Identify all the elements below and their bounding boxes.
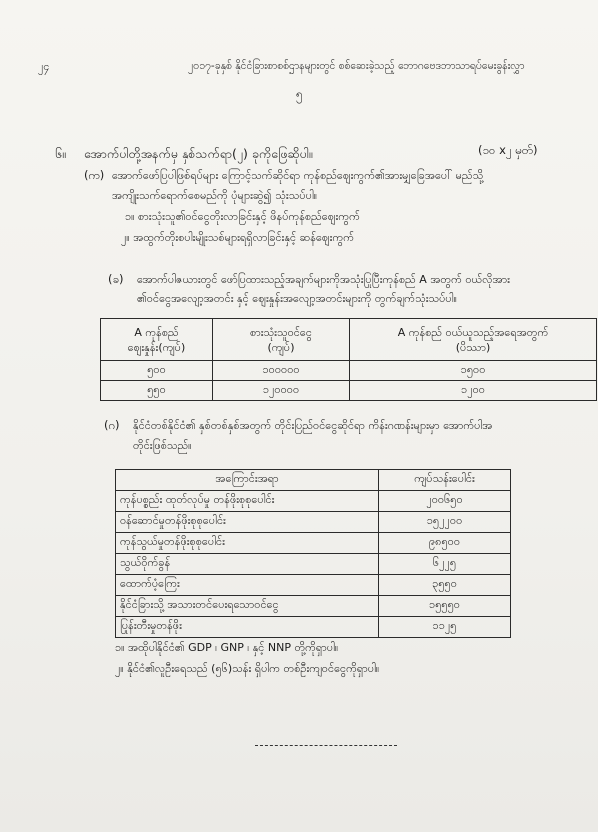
table-cell: ၃၅၅၀ [379,575,511,596]
part-c-label: (ဂ) [104,418,120,432]
table-cell: ၉၈၅၀၀ [379,533,511,554]
end-divider [255,745,397,746]
part-a-item: ၁။ စားသုံးသူ၏ဝင်ငွေတိုးလာခြင်းနှင့် ဖိနပ်ကုန်စည်ဈေးကွက် [125,210,360,223]
table-row [116,491,511,512]
question-number: ၆။ [55,146,66,161]
table-cell: နိုင်ငံခြားသို့ အသားတင်ပေးရသောဝင်ငွေ [116,596,379,617]
table-row [101,381,597,401]
table-cell: ပြုန်းတီးမှုတန်ဖိုး [116,617,379,638]
table-header-cell: အကြောင်းအရာ [116,470,379,491]
table-header-cell [213,319,350,361]
table-row [116,575,511,596]
table-row [101,361,597,381]
table-header-cell [101,319,213,361]
question-prompt: အောက်ပါတို့အနက်မှ နှစ်သက်ရာ(၂) ခုကိုဖြေဆိုပါ။ [84,146,313,161]
part-b-line2: ၏ဝင်ငွေအလျော့အတင်း နှင့် ဈေးနှုန်းအလျော့အတင်းများကို တွက်ချက်သုံးသပ်ပါ။ [137,292,457,305]
national-income-table [115,469,511,638]
table-header-row [116,470,511,491]
page-number: ၂၄ [38,60,50,73]
table-cell: ၂၀၀၆၅၀ [379,491,511,512]
running-header-title: ၂၀၁၇-ခုနှစ် နိုင်ငံခြားစာစစ်ဌာနများတွင် စစ်ဆေးခဲ့သည့် ဘောဂဗေဒဘာသာရပ်မေးခွန်းလွှာ [188,60,525,72]
part-a-line1: အောက်ဖော်ပြပါဖြစ်ရပ်များ ကြောင့်သက်ဆိုင်ရာ ကုန်စည်ဈေးကွက်၏အားမျှခြေအပေါ် မည်သို့ [112,169,484,182]
part-c-line1: နိုင်ငံတစ်နိုင်ငံ၏ နှစ်တစ်နှစ်အတွက် တိုင်းပြည်ဝင်ငွေဆိုင်ရာ ကိန်းဂဏန်းများမှာ အောက်ပါအ [133,419,493,432]
demand-elasticity-table [100,318,597,401]
table-header-cell [350,319,597,361]
table-cell: ၅၅၀ [101,381,213,401]
table-cell: ထောက်ပံ့ကြေး [116,575,379,596]
sheet-number: ၅ [296,87,303,101]
table-row [116,596,511,617]
table-cell: ၅၀၀ [101,361,213,381]
table-header-row [101,319,597,361]
header-text: A ကုန်စည် [134,325,179,339]
part-a-item: ၂။ အထွက်တိုးစပါးမျိုးသစ်များရရှိလာခြင်းနှင့် ဆန်ဈေးကွက် [121,231,354,244]
table-cell: ၁၂၀၀ [350,381,597,401]
question-marks: (၁၀ x၂ မှတ်) [478,143,538,157]
table-cell: ၁၅၀၀ [350,361,597,381]
part-c-note: ၂။ နိုင်ငံ၏လူဦးရေသည် (၅၆)သန်း ရှိပါက တစ်ဦးကျဝင်ငွေကိုရှာပါ။ [115,662,380,675]
table-cell: သွယ်ဝိုက်ခွန် [116,554,379,575]
table-cell: ကုန်ပစ္စည်း ထုတ်လုပ်မှု တန်ဖိုးစုစုပေါင်း [116,491,379,512]
table-cell: ၆၂၂၅ [379,554,511,575]
part-b-label: (ခ) [108,272,124,286]
table-row [116,533,511,554]
table-cell: ကုန်သွယ်မှုတန်ဖိုးစုစုပေါင်း [116,533,379,554]
table-cell: ၁၀၀၀၀၀ [213,361,350,381]
table-cell: ဝန်ဆောင်မှုတန်ဖိုးစုစုပေါင်း [116,512,379,533]
part-c-line2: တိုင်းဖြစ်သည်။ [133,439,192,452]
table-row [116,617,511,638]
table-cell: ၁၅၂၂၀၀ [379,512,511,533]
part-b-line1: အောက်ပါဇယားတွင် ဖော်ပြထားသည့်အချက်များကိုအသုံးပြုပြီးကုန်စည် A အတွက် ဝယ်လိုအား [137,273,510,286]
part-a-label: (က) [84,168,105,182]
table-cell: ၁၁၂၅ [379,617,511,638]
header-text: ဈေးနှုန်း(ကျပ်) [127,340,186,354]
table-row [116,554,511,575]
table-header-cell: ကျပ်သန်းပေါင်း [379,470,511,491]
header-text: A ကုန်စည် ဝယ်ယူသည့်အရေအတွက် [397,325,549,339]
part-a-line2: အကျိုးသက်ရောက်စေမည်ကို ပုံများဆွဲ၍ သုံးသပ်ပါ။ [112,189,318,202]
header-text: (ကျပ်) [267,340,295,354]
table-row [116,512,511,533]
header-text: စားသုံးသူဝင်ငွေ [250,325,312,339]
table-cell: ၁၂၀၀၀၀ [213,381,350,401]
table-cell: ၁၅၅၅၀ [379,596,511,617]
header-text: (ပိဿာ) [455,340,491,354]
part-c-note: ၁။ အထိုပါနိုင်ငံ၏ GDP ၊ GNP ၊ နှင့် NNP တို့ကိုရှာပါ။ [115,641,339,654]
